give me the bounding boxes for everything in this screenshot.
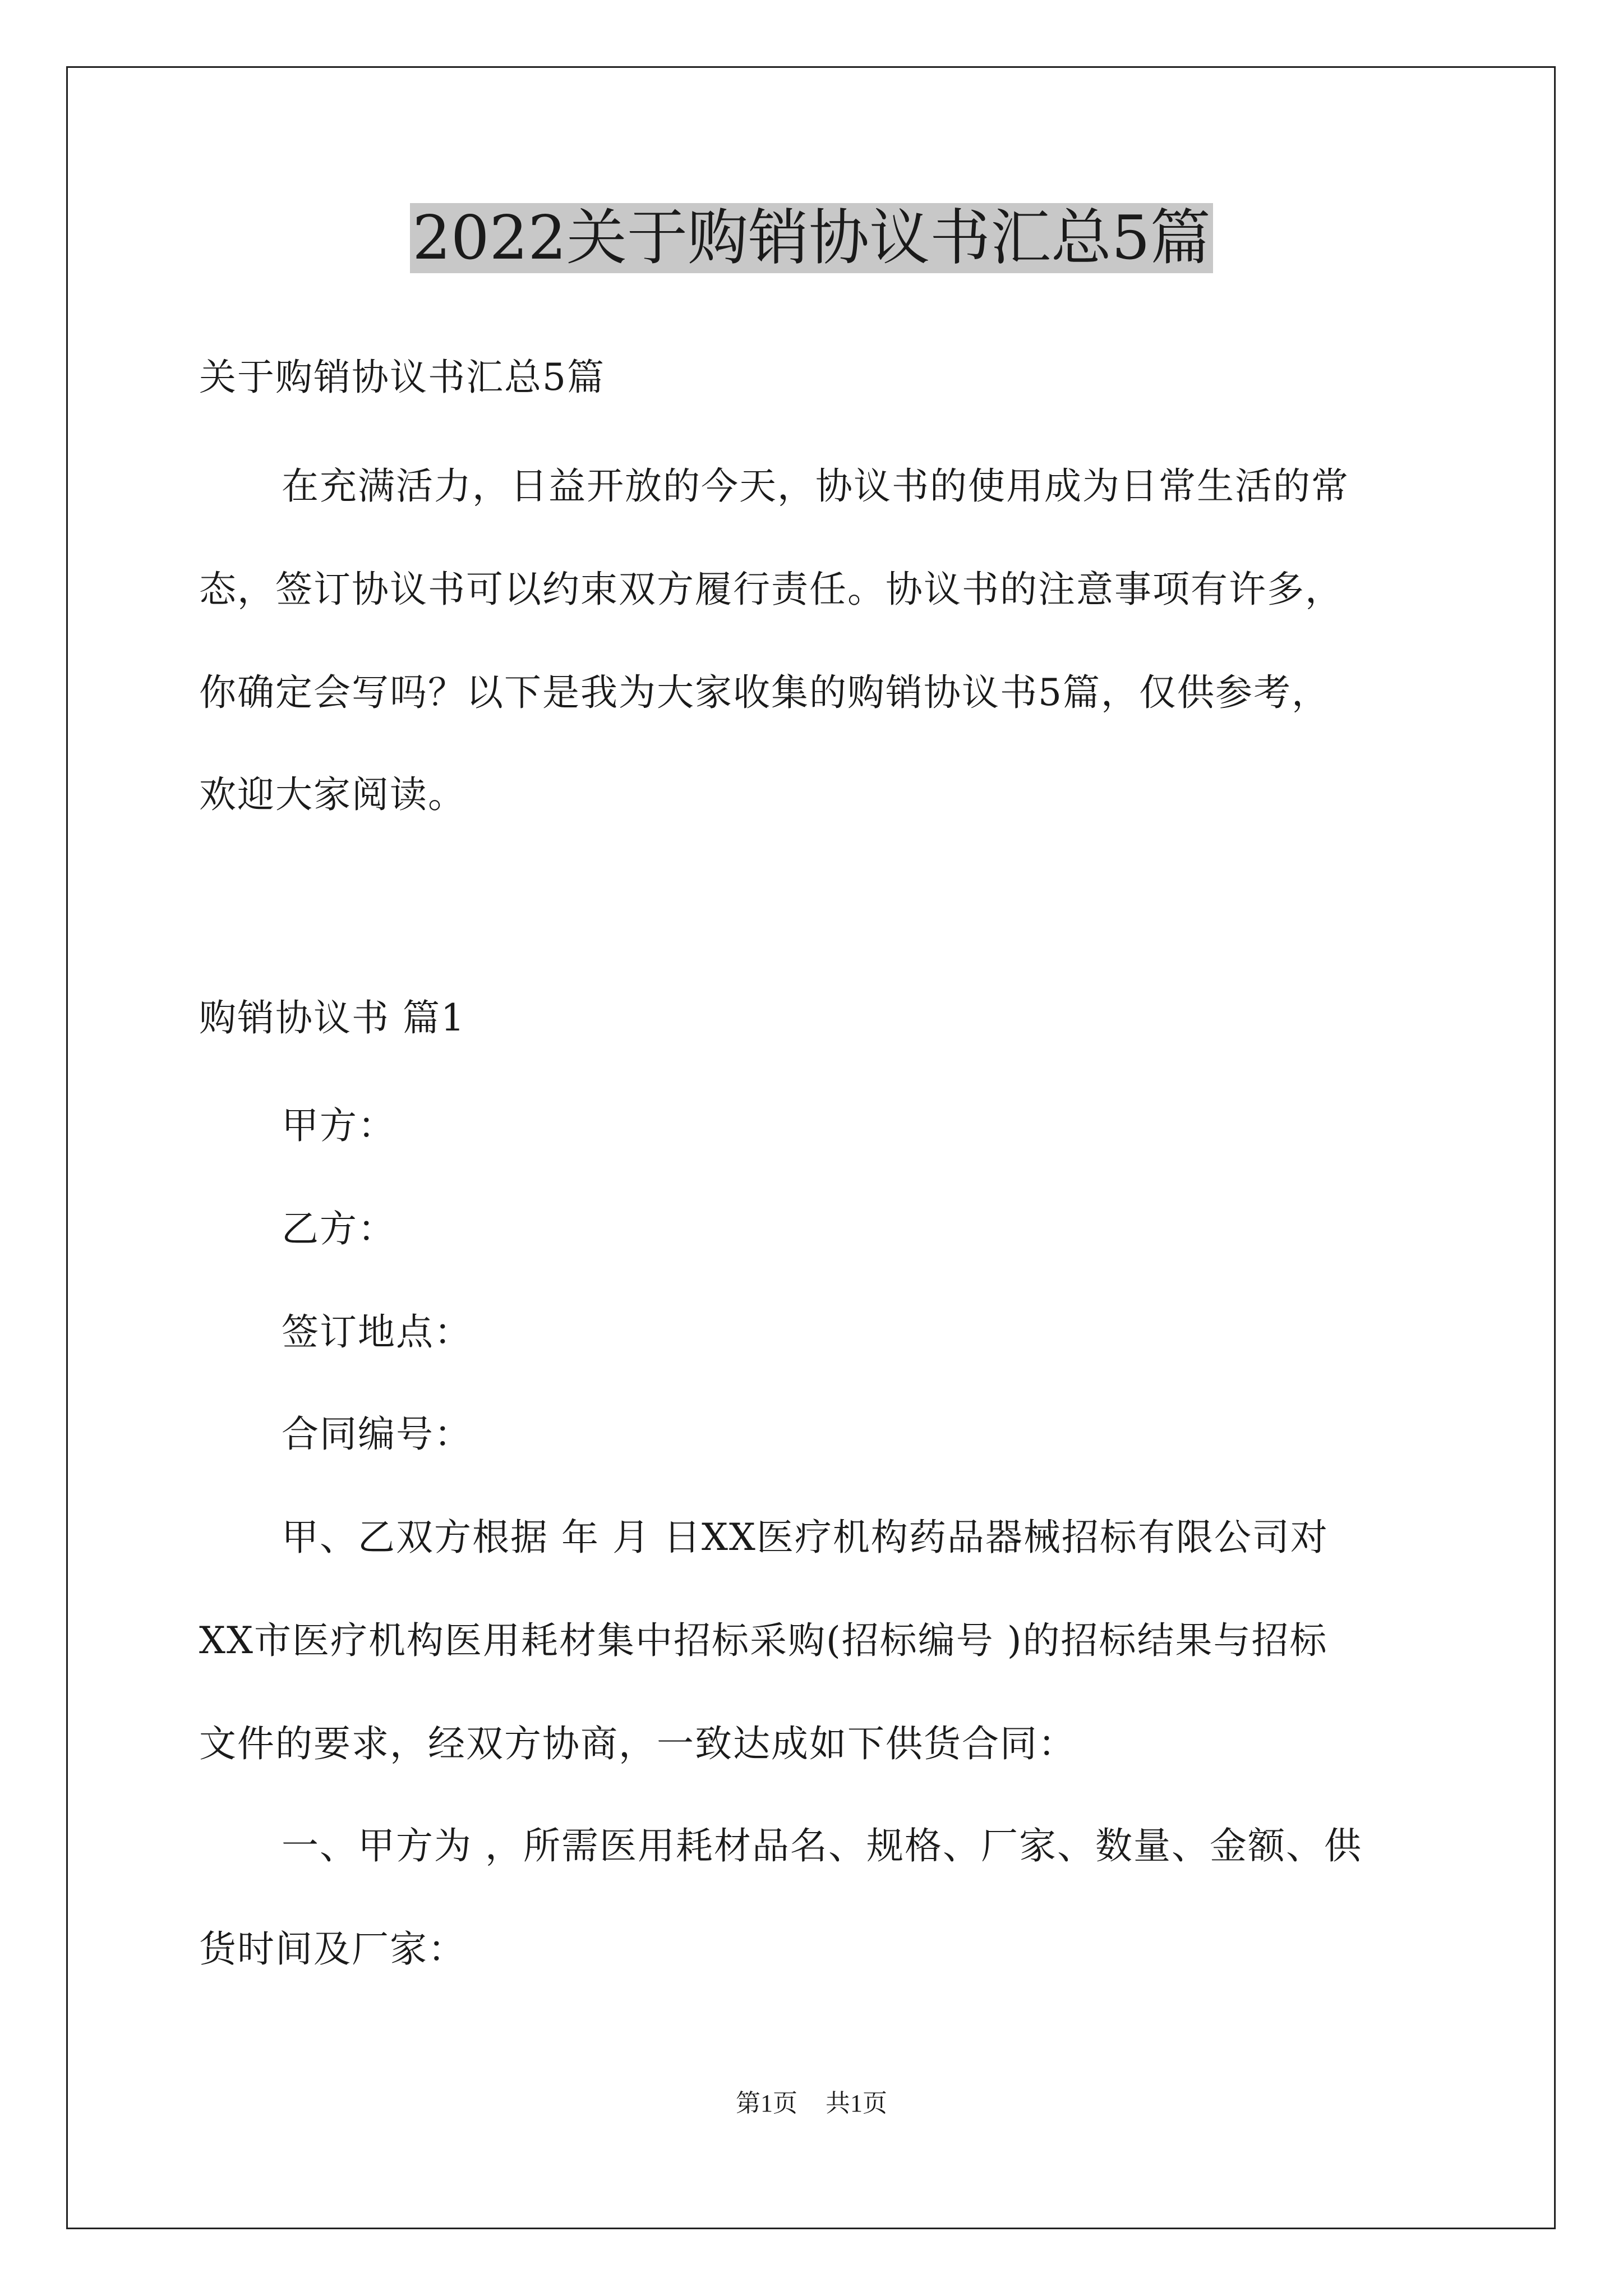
document-subtitle: 关于购销协议书汇总5篇	[199, 356, 605, 399]
field-signing-place: 签订地点：	[282, 1310, 472, 1354]
section-heading: 购销协议书 篇1	[199, 996, 465, 1039]
intro-line-1: 在充满活力，日益开放的今天，协议书的使用成为日常生活的常	[282, 464, 1349, 508]
field-contract-no: 合同编号：	[282, 1412, 472, 1456]
document-title	[0, 199, 1623, 278]
body-line-5: 货时间及厂家：	[199, 1927, 466, 1971]
field-party-b: 乙方：	[282, 1207, 396, 1250]
document-title-text: 2022关于购销协议书汇总5篇	[410, 203, 1213, 273]
body-line-1: 甲、乙双方根据 年 月 日XX医疗机构药品器械招标有限公司对	[282, 1516, 1329, 1559]
body-line-2: XX市医疗机构医用耗材集中招标采购(招标编号 )的招标结果与招标	[199, 1619, 1328, 1662]
field-party-a: 甲方：	[282, 1104, 396, 1147]
body-line-3: 文件的要求，经双方协商，一致达成如下供货合同：	[199, 1722, 1076, 1765]
intro-line-3: 你确定会写吗？以下是我为大家收集的购销协议书5篇，仅供参考，	[199, 671, 1330, 714]
body-line-4: 一、甲方为 ，所需医用耗材品名、规格、厂家、数量、金额、供	[282, 1824, 1362, 1867]
page-number-current: 第1页	[736, 2090, 797, 2117]
intro-line-2: 态，签订协议书可以约束双方履行责任。协议书的注意事项有许多，	[199, 568, 1343, 611]
page-footer	[0, 2087, 1623, 2120]
intro-line-4: 欢迎大家阅读。	[199, 773, 466, 816]
page-number-total: 共1页	[826, 2090, 887, 2117]
